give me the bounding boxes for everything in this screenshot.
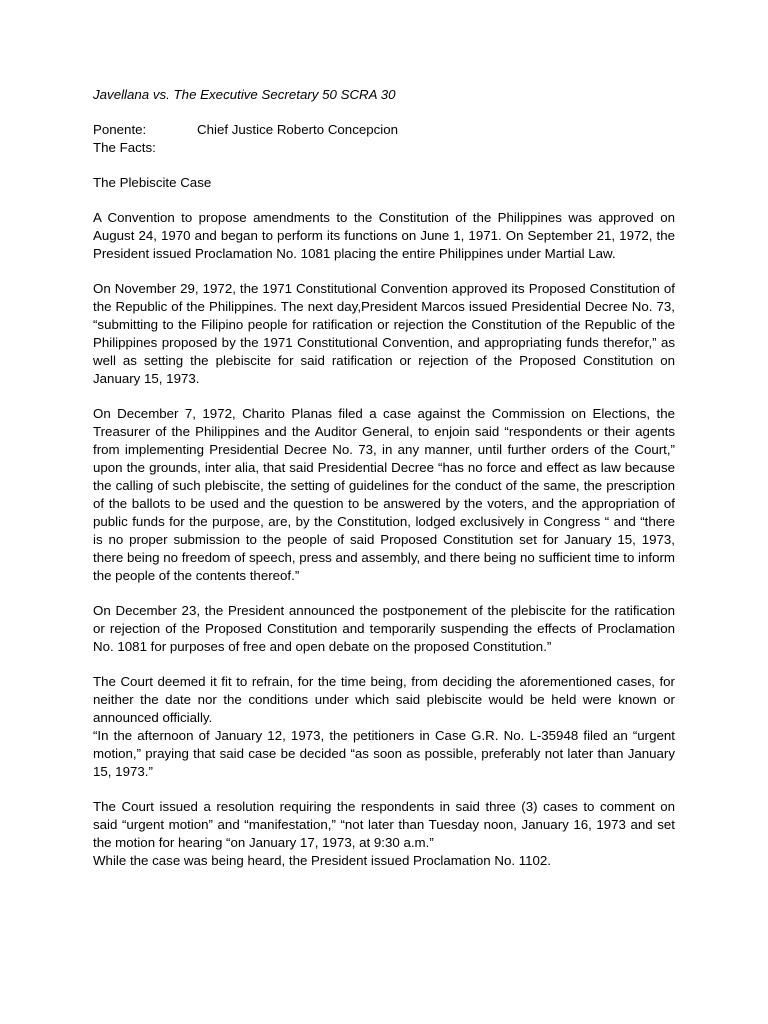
facts-label: The Facts: bbox=[93, 140, 156, 155]
paragraph-3: On December 7, 1972, Charito Planas filed a case against the Commission on Elections, the Treasurer of the Philippines and the Auditor General, to enjoin said “respondents or their agents from implementing Presidential Decree No. 73, in any manner, until further orders of the Court,” upon the grounds, inter alia, that said Presidential Decree “has no force and effect as law because the calling of such plebiscite, the setting of guidelines for the conduct of the same, the prescription of the ballots to be used and the question to be answered by the voters, and the appropriation of public funds for the purpose, are, by the Constitution, lodged exclusively in Congress “ and “there is no proper submission to the people of said Proposed Constitution set for January 15, 1973, there being no freedom of speech, press and assembly, and there being no sufficient time to inform the people of the contents thereof.” bbox=[93, 406, 675, 583]
paragraph-5: The Court deemed it fit to refrain, for the time being, from deciding the aforementioned cases, for neither the date nor the conditions under which said plebiscite would be held were known or announced officially. bbox=[93, 674, 675, 725]
meta-block bbox=[93, 121, 675, 157]
paragraph-8: While the case was being heard, the President issued Proclamation No. 1102. bbox=[93, 853, 552, 868]
ponente-row bbox=[93, 121, 675, 139]
paragraph-2: On November 29, 1972, the 1971 Constitutional Convention approved its Proposed Constitution of the Republic of the Philippines. The next day,President Marcos issued Presidential Decree No. 73, “submitting to the Filipino people for ratification or rejection the Constitution of the Republic of the Philippines proposed by the 1971 Constitutional Convention, and appropriating funds therefor,” as well as setting the plebiscite for said ratification or rejection of the Proposed Constitution on January 15, 1973. bbox=[93, 281, 675, 386]
document-title: Javellana vs. The Executive Secretary 50 SCRA 30 bbox=[93, 87, 396, 102]
paragraph-1: A Convention to propose amendments to the Constitution of the Philippines was approved on August 24, 1970 and began to perform its functions on June 1, 1971. On September 21, 1972, the President issued Proclamation No. 1081 placing the entire Philippines under Martial Law. bbox=[93, 210, 675, 261]
ponente-value: Chief Justice Roberto Concepcion bbox=[197, 122, 399, 137]
paragraph-7: The Court issued a resolution requiring the respondents in said three (3) cases to comment on said “urgent motion” and “manifestation,” “not later than Tuesday noon, January 16, 1973 and set the motion for hearing “on January 17, 1973, at 9:30 a.m.” bbox=[93, 799, 675, 850]
facts-row bbox=[93, 139, 675, 157]
section-heading: The Plebiscite Case bbox=[93, 175, 212, 190]
ponente-label: Ponente: bbox=[93, 122, 147, 137]
paragraph-6: “In the afternoon of January 12, 1973, the petitioners in Case G.R. No. L-35948 filed an “urgent motion,” praying that said case be decided “as soon as possible, preferably not later than January 15, 1973.” bbox=[93, 728, 675, 779]
paragraph-4: On December 23, the President announced the postponement of the plebiscite for the ratification or rejection of the Proposed Constitution and temporarily suspending the effects of Proclamation No. 1081 for purposes of free and open debate on the proposed Constitution.” bbox=[93, 603, 675, 654]
document-page bbox=[93, 86, 675, 870]
